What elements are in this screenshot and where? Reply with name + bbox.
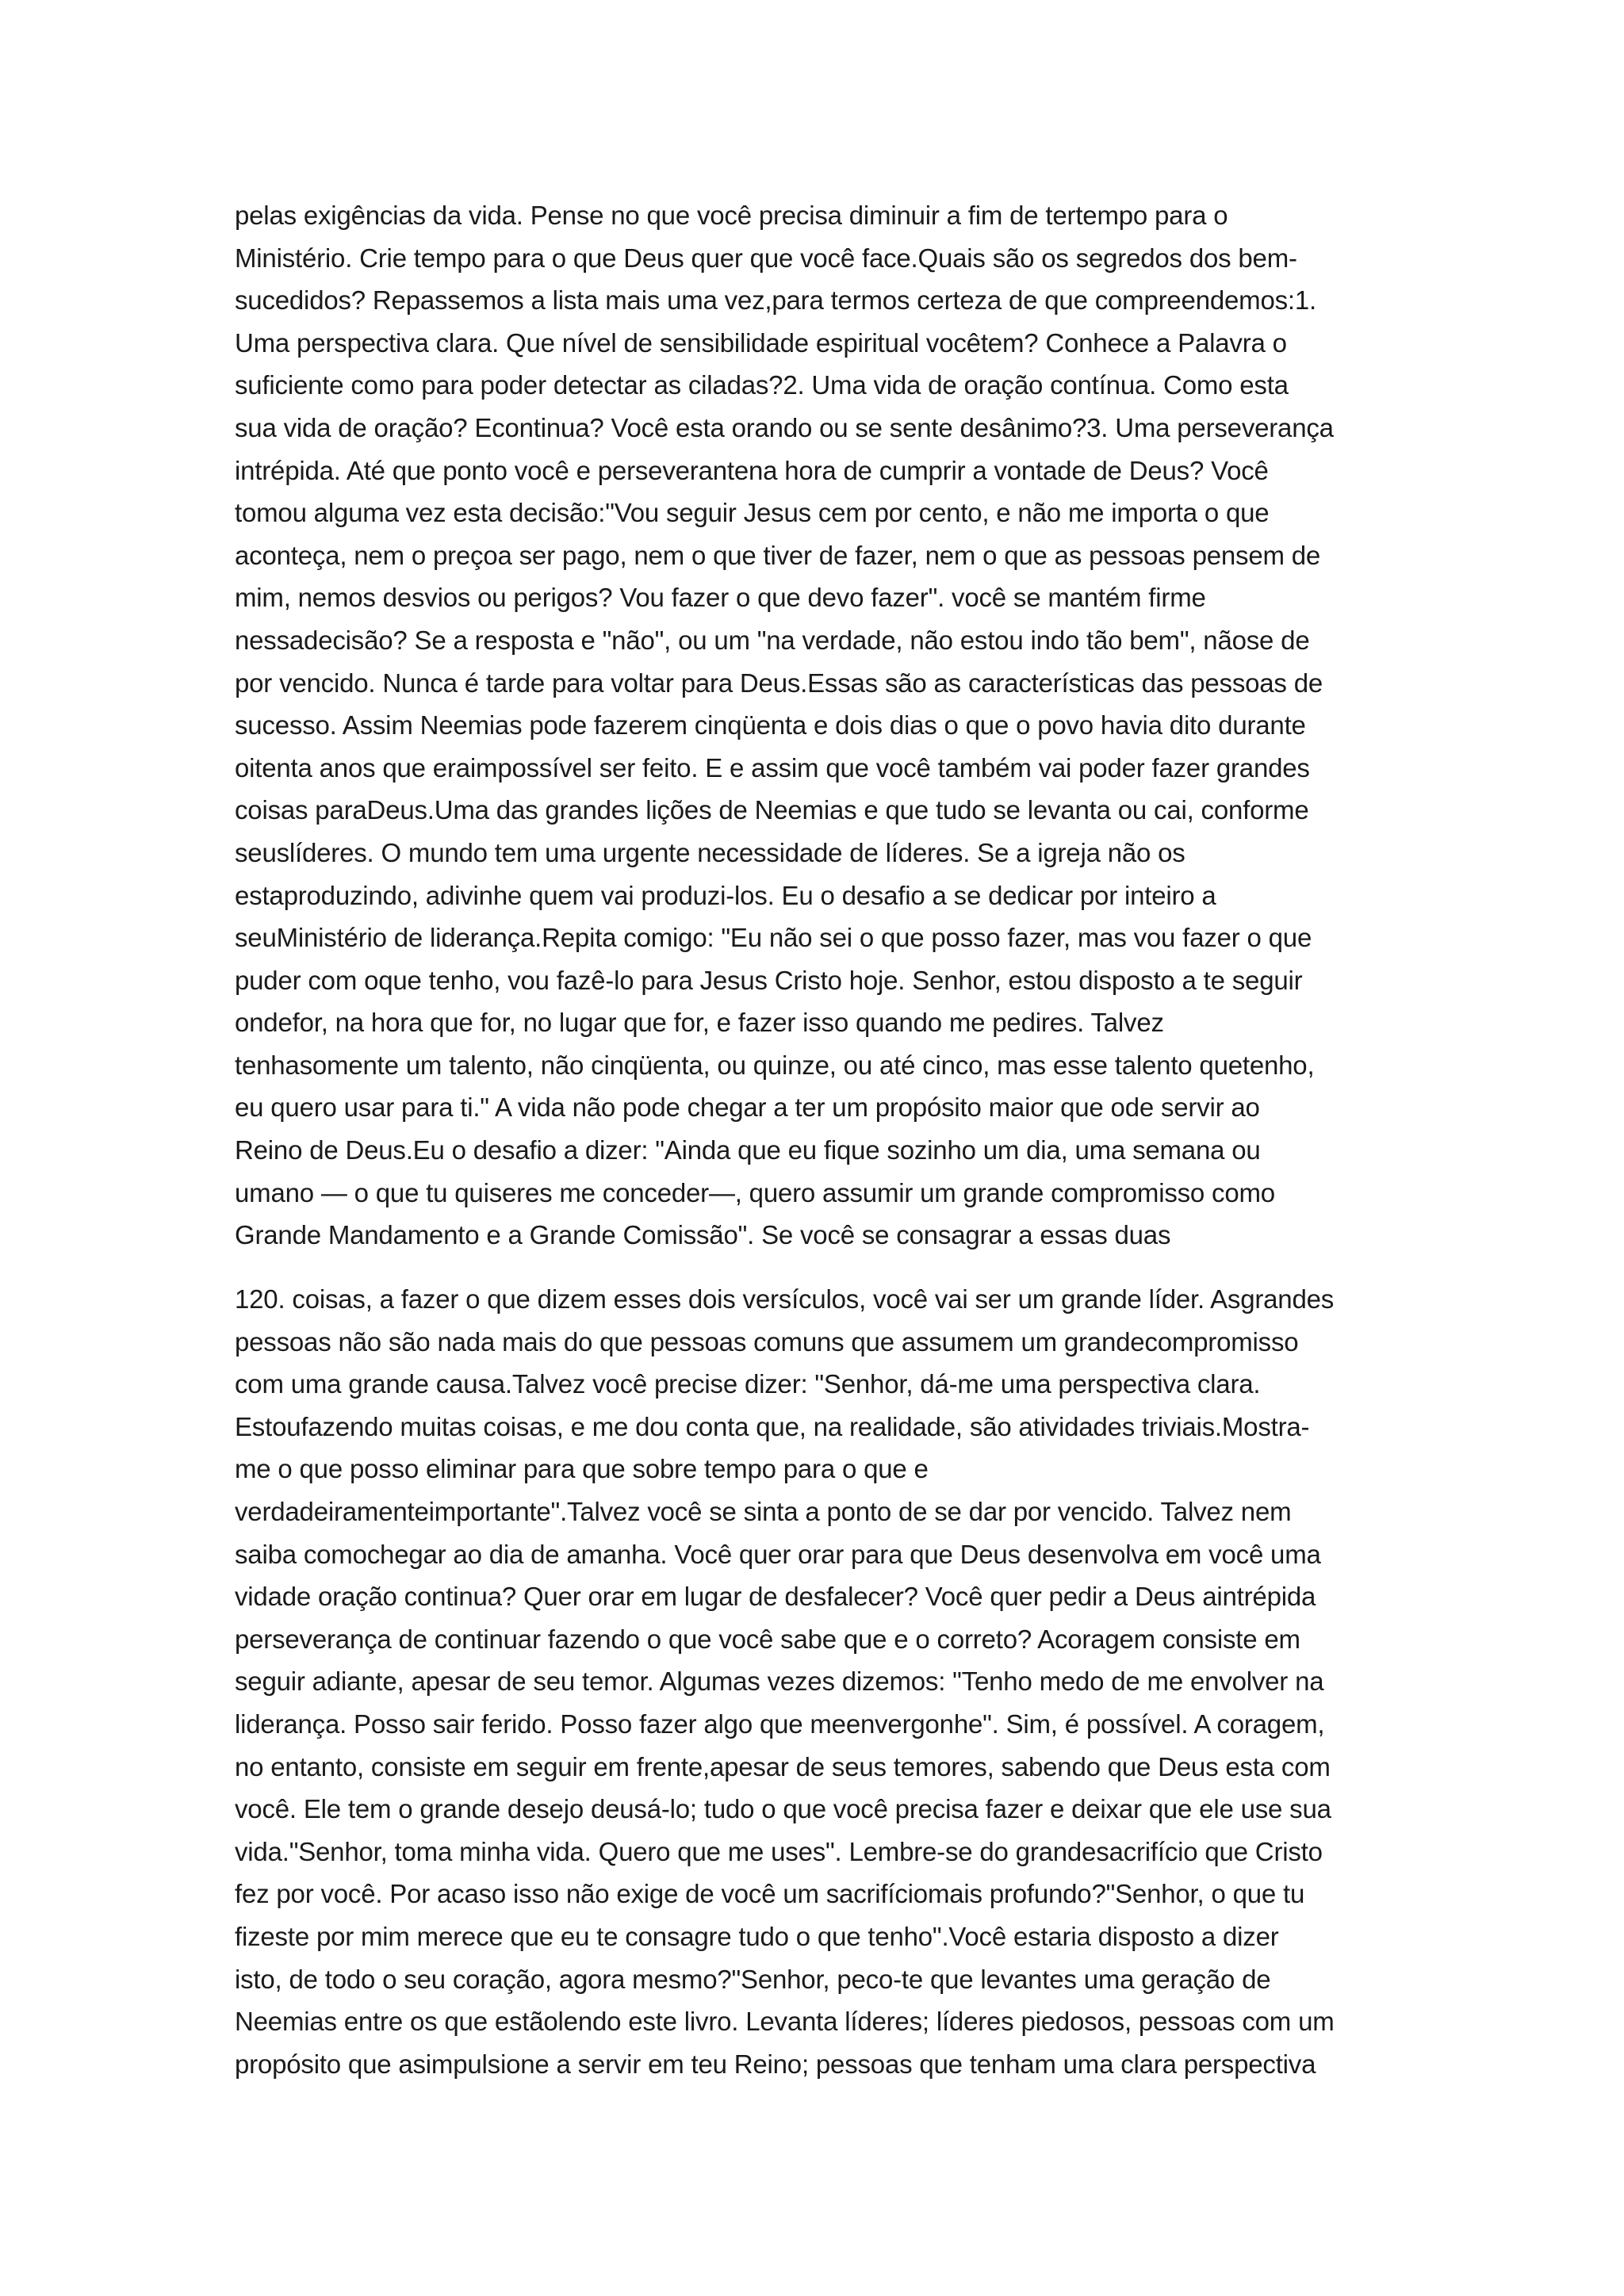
text-line: fizeste por mim merece que eu te consagre tudo o que tenho".Você estaria disposto a dizer [235,1921,1279,1951]
text-line: seuslíderes. O mundo tem uma urgente necessidade de líderes. Se a igreja não os [235,837,1185,867]
text-line: Neemias entre os que estãolendo este livro. Levanta líderes; líderes piedosos, pessoas com um [235,2007,1335,2037]
text-line: perseverança de continuar fazendo o que você sabe que e o correto? Acoragem consiste em [235,1624,1300,1654]
text-line: vida."Senhor, toma minha vida. Quero que me uses". Lembre-se do grandesacrifício que Cristo [235,1836,1323,1866]
text-line: Estoufazendo muitas coisas, e me dou conta que, na realidade, são atividades triviais.Mostra- [235,1411,1310,1441]
text-line: estaproduzindo, adivinhe quem vai produzi-los. Eu o desafio a se dedicar por inteiro a [235,880,1216,910]
text-line: verdadeiramenteimportante".Talvez você se sinta a ponto de se dar por vencido. Talvez nem [235,1496,1292,1526]
text-line: sua vida de oração? Econtinua? Você esta orando ou se sente desânimo?3. Uma perseverança [235,412,1334,442]
text-line: pelas exigências da vida. Pense no que você precisa diminuir a fim de tertempo para o [235,201,1228,230]
text-line: você. Ele tem o grande desejo deusá-lo; tudo o que você precisa fazer e deixar que ele use sua [235,1794,1331,1824]
text-line: coisas paraDeus.Uma das grandes lições de Neemias e que tudo se levanta ou cai, conforme [235,795,1309,825]
text-line: seguir adiante, apesar de seu temor. Algumas vezes dizemos: "Tenho medo de me envolver na [235,1667,1324,1697]
text-line: nessadecisão? Se a resposta e "não", ou um "na verdade, não estou indo tão bem", nãose de [235,625,1310,655]
text-line: pessoas não são nada mais do que pessoas comuns que assumem um grandecompromisso [235,1326,1299,1357]
text-line: ondefor, na hora que for, no lugar que for, e fazer isso quando me pedires. Talvez [235,1008,1164,1038]
text-line: intrépida. Até que ponto você e perseverantena hora de cumprir a vontade de Deus? Você [235,455,1269,485]
text-line: Uma perspectiva clara. Que nível de sensibilidade espiritual vocêtem? Conhece a Palavra o [235,327,1287,358]
text-line: mim, nemos desvios ou perigos? Vou fazer o que devo fazer". você se mantém firme [235,583,1206,613]
text-line: liderança. Posso sair ferido. Posso fazer algo que meenvergonhe". Sim, é possível. A coragem, [235,1709,1325,1739]
text-line: seuMinistério de liderança.Repita comigo: "Eu não sei o que posso fazer, mas vou fazer o que [235,923,1312,953]
text-line: saiba comochegar ao dia de amanha. Você quer orar para que Deus desenvolva em você uma [235,1539,1321,1569]
text-line: com uma grande causa.Talvez você precise dizer: "Senhor, dá-me uma perspectiva clara. [235,1369,1261,1399]
text-line: isto, de todo o seu coração, agora mesmo?"Senhor, peco-te que levantes uma geração de [235,1964,1271,1994]
paragraph-2 [235,1278,1408,2085]
text-line: 120. coisas, a fazer o que dizem esses dois versículos, você vai ser um grande líder. Asgrandes [235,1284,1335,1314]
text-line: Reino de Deus.Eu o desafio a dizer: "Ainda que eu fique sozinho um dia, uma semana ou [235,1135,1261,1165]
text-line: puder com oque tenho, vou fazê-lo para Jesus Cristo hoje. Senhor, estou disposto a te seguir [235,965,1303,995]
text-line: suficiente como para poder detectar as ciladas?2. Uma vida de oração contínua. Como esta [235,370,1289,400]
text-line: Ministério. Crie tempo para o que Deus quer que você face.Quais são os segredos dos bem- [235,243,1297,273]
text-line: oitenta anos que eraimpossível ser feito. E e assim que você também vai poder fazer grandes [235,752,1310,783]
text-line: fez por você. Por acaso isso não exige de você um sacrifíciomais profundo?"Senhor, o que tu [235,1879,1305,1909]
text-line: sucedidos? Repassemos a lista mais uma vez,para termos certeza de que compreendemos:1. [235,285,1316,316]
text-line: vidade oração continua? Quer orar em lugar de desfalecer? Você quer pedir a Deus aintrépida [235,1582,1316,1612]
text-line: umano — o que tu quiseres me conceder—, quero assumir um grande compromisso como [235,1177,1275,1207]
paragraph-1 [235,194,1408,1257]
text-line: sucesso. Assim Neemias pode fazerem cinqüenta e dois dias o que o povo havia dito durante [235,710,1306,740]
text-line: aconteça, nem o preçoa ser pago, nem o que tiver de fazer, nem o que as pessoas pensem de [235,540,1321,570]
text-line: no entanto, consiste em seguir em frente,apesar de seus temores, sabendo que Deus esta com [235,1751,1331,1781]
text-line: Grande Mandamento e a Grande Comissão". Se você se consagrar a essas duas [235,1220,1171,1250]
text-line: eu quero usar para ti." A vida não pode chegar a ter um propósito maior que ode servir ao [235,1093,1260,1123]
text-line: tomou alguma vez esta decisão:"Vou seguir Jesus cem por cento, e não me importa o que [235,498,1270,528]
text-line: por vencido. Nunca é tarde para voltar para Deus.Essas são as características das pessoas de [235,668,1323,698]
text-line: me o que posso eliminar para que sobre tempo para o que e [235,1454,929,1484]
text-line: propósito que asimpulsione a servir em teu Reino; pessoas que tenham uma clara perspectiva [235,2049,1316,2079]
text-line: tenhasomente um talento, não cinqüenta, ou quinze, ou até cinco, mas esse talento quetenho, [235,1050,1315,1080]
